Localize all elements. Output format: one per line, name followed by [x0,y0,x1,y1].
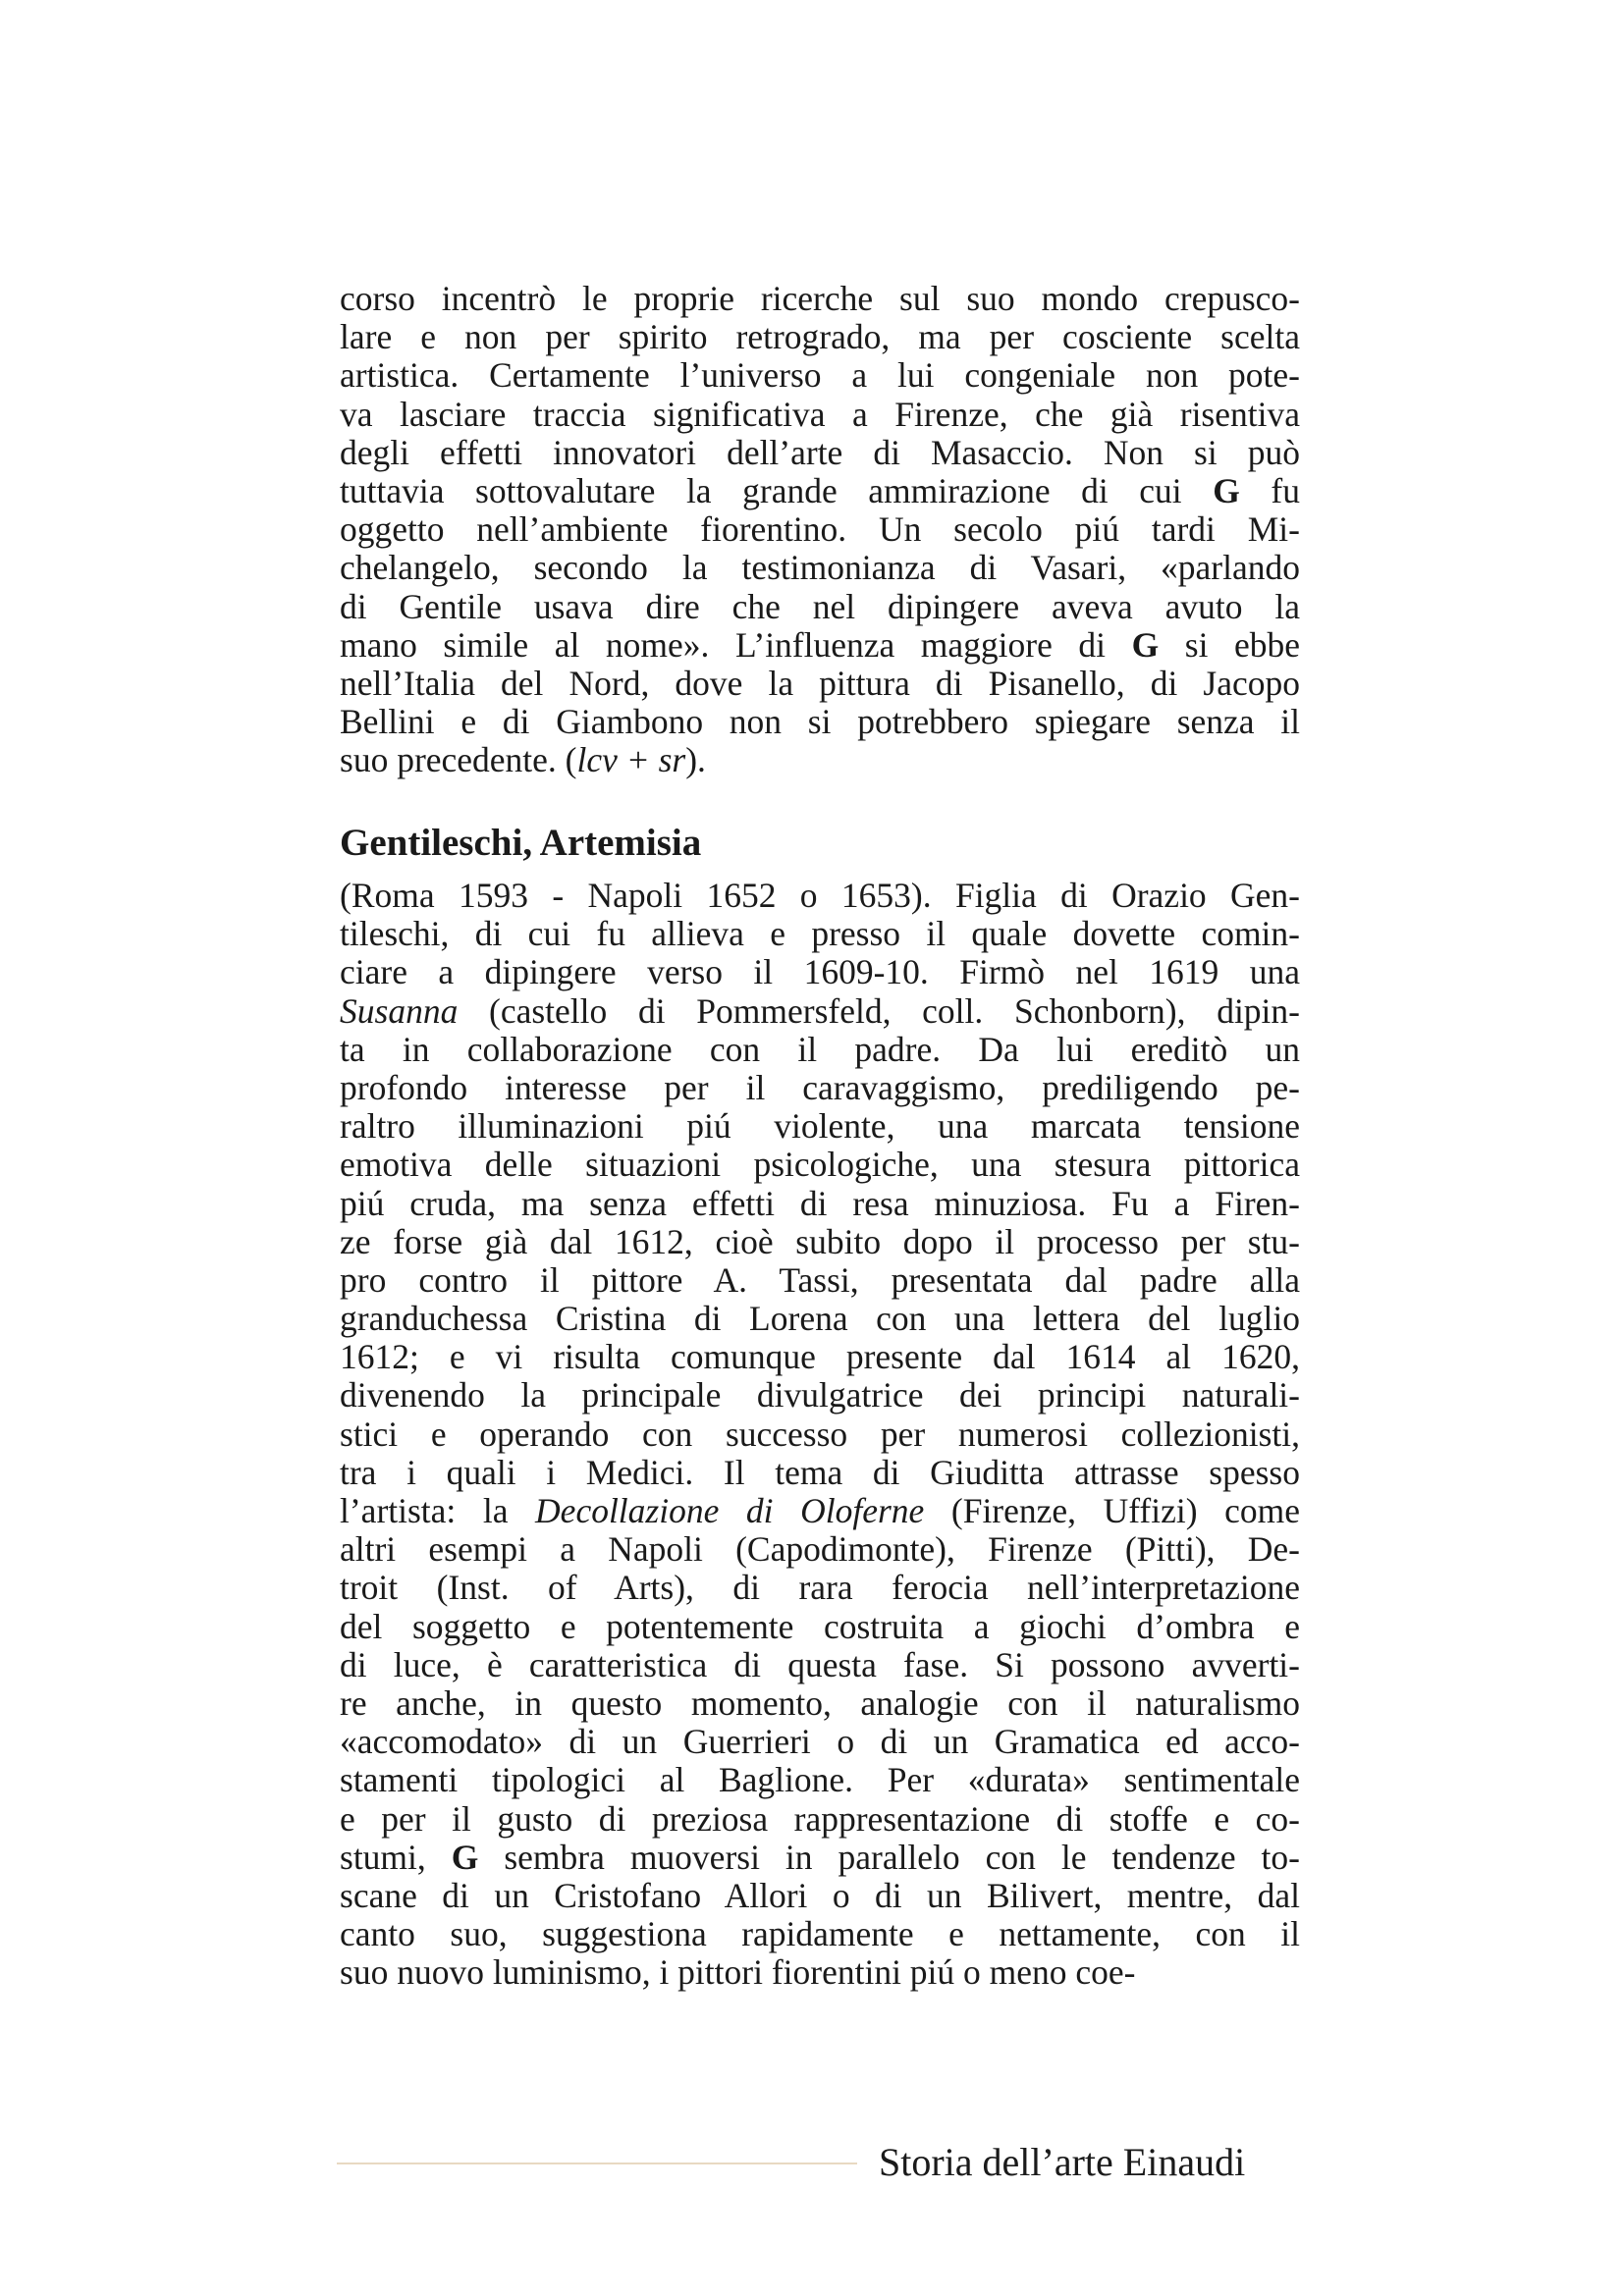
text-run: (Roma 1593 - Napoli 1652 o 1653). Figlia di Orazio Gen- [340,876,1300,915]
text-line [340,588,1300,626]
text-line [340,1530,1300,1569]
text-line [340,1953,1300,1992]
text-run: di luce, è caratteristica di questa fase. Si possono avverti- [340,1644,1300,1684]
text-line [340,626,1300,665]
text-line [340,434,1300,472]
text-line [340,1031,1300,1069]
text-run: degli effetti innovatori dell’arte di Masaccio. Non si può [340,432,1300,472]
text-line [340,472,1300,510]
text-run: troit (Inst. of Arts), di rara ferocia nell’interpretazione [340,1568,1300,1608]
text-run: emotiva delle situazioni psicologiche, una stesura pittorica [340,1145,1300,1185]
text-run: artistica. Certamente l’universo a lui congeniale non pote- [340,355,1300,396]
text-line [340,1608,1300,1646]
text-run: re anche, in questo momento, analogie con il naturalismo [340,1682,1300,1723]
text-run: Bellini e di Giambono non si potrebbero spiegare senza il [340,702,1300,742]
text-line [340,992,1300,1031]
text-run: 1612; e vi risulta comunque presente dal 1614 al 1620, [340,1337,1300,1377]
text-line [340,510,1300,549]
text-run: di Gentile usava dire che nel dipingere aveva avuto la [340,586,1300,626]
bold-abbreviation: G [451,1837,479,1877]
text-run: altri esempi a Napoli (Capodimonte), Firenze (Pitti), De- [340,1529,1300,1570]
text-run: tileschi, di cui fu allieva e presso il quale dovette comin- [340,914,1300,954]
text-run: va lasciare traccia significativa a Firenze, che già risentiva [340,394,1300,434]
text-run: stumi, [340,1837,452,1877]
text-run: (castello di Pommersfeld, coll. Schonborn), dipin- [458,990,1300,1031]
text-run: piú cruda, ma senza effetti di resa minuziosa. Fu a Firen- [340,1183,1300,1223]
text-run: chelangelo, secondo la testimonianza di Vasari, «parlando [340,548,1300,588]
text-run: (Firenze, Uffizi) come [924,1491,1300,1530]
text-run: stamenti tipologici al Baglione. Per «durata» sentimentale [340,1760,1300,1800]
text-run: ). [685,740,706,780]
text-line [340,1069,1300,1107]
entry-body-paragraph [340,877,1300,1992]
text-line [340,1107,1300,1146]
text-line [340,1569,1300,1607]
text-line [340,1684,1300,1723]
bold-abbreviation: G [1213,470,1240,510]
italic-title: Decollazione di Oloferne [535,1491,925,1530]
text-run: ta in collaborazione con il padre. Da lui ereditò un [340,1029,1300,1069]
text-line [340,1415,1300,1454]
text-run: raltro illuminazioni piú violente, una marcata tensione [340,1106,1300,1147]
text-run: profondo interesse per il caravaggismo, prediligendo pe- [340,1067,1300,1107]
italic-title: lcv + sr [576,740,686,780]
text-run: canto suo, suggestiona rapidamente e nettamente, con il [340,1914,1300,1954]
text-line [340,1839,1300,1877]
text-line [340,318,1300,356]
text-run: pro contro il pittore A. Tassi, presentata dal padre alla [340,1259,1300,1300]
text-run: ze forse già dal 1612, cioè subito dopo il processo per stu- [340,1221,1300,1261]
text-run: granduchessa Cristina di Lorena con una lettera del luglio [340,1299,1300,1339]
text-line [340,1877,1300,1915]
text-run: stici e operando con successo per numerosi collezionisti, [340,1414,1300,1454]
text-line [340,1146,1300,1184]
text-line [340,1723,1300,1761]
footer-publisher-title: Storia dell’arte Einaudi [879,2140,1246,2184]
text-line [340,1761,1300,1799]
text-run: tuttavia sottovalutare la grande ammirazione di cui [340,470,1214,510]
text-run: fu [1239,470,1301,510]
text-line [340,549,1300,587]
text-run: del soggetto e potentemente costruita a giochi d’ombra e [340,1606,1300,1646]
text-line [340,1261,1300,1300]
text-line [340,665,1300,703]
text-run: tra i quali i Medici. Il tema di Giuditta attrasse spesso [340,1452,1300,1492]
text-run: suo precedente. ( [340,740,577,780]
text-run: nell’Italia del Nord, dove la pittura di Pisanello, di Jacopo [340,663,1300,703]
text-line [340,1376,1300,1415]
text-line [340,1185,1300,1223]
text-line [340,1223,1300,1261]
text-run: «accomodato» di un Guerrieri o di un Gramatica ed acco- [340,1722,1300,1762]
text-line [340,1646,1300,1684]
text-run: scane di un Cristofano Allori o di un Bilivert, mentre, dal [340,1875,1300,1915]
text-line [340,280,1300,318]
text-line [340,1338,1300,1376]
text-run: ciare a dipingere verso il 1609-10. Firmò nel 1619 una [340,952,1300,992]
footer-rule [337,2163,857,2164]
text-line [340,1915,1300,1953]
text-run: e per il gusto di preziosa rappresentazione di stoffe e co- [340,1798,1300,1839]
text-line [340,915,1300,953]
italic-title: Susanna [340,990,459,1031]
text-run: si ebbe [1159,624,1300,665]
text-line [340,1492,1300,1530]
text-line [340,953,1300,991]
text-line [340,396,1300,434]
text-run: mano simile al nome». L’influenza maggiore di [340,624,1132,665]
text-line [340,1800,1300,1839]
text-line [340,356,1300,395]
text-run: sembra muoversi in parallelo con le tendenze to- [478,1837,1300,1877]
text-line [340,703,1300,741]
entry-title: Gentileschi, Artemisia [340,822,702,864]
text-line [340,1300,1300,1338]
text-run: suo nuovo luminismo, i pittori fiorentini piú o meno coe- [340,1952,1136,1993]
text-run: l’artista: la [340,1491,536,1530]
intro-paragraph [340,280,1300,779]
text-run: divenendo la principale divulgatrice dei principi naturali- [340,1375,1300,1415]
text-run: lare e non per spirito retrogrado, ma per cosciente scelta [340,317,1300,357]
text-line [340,1454,1300,1492]
bold-abbreviation: G [1131,624,1160,665]
text-run: oggetto nell’ambiente fiorentino. Un secolo piú tardi Mi- [340,509,1300,550]
text-line [340,877,1300,915]
text-line [340,741,1300,779]
text-run: corso incentrò le proprie ricerche sul suo mondo crepusco- [340,279,1300,318]
